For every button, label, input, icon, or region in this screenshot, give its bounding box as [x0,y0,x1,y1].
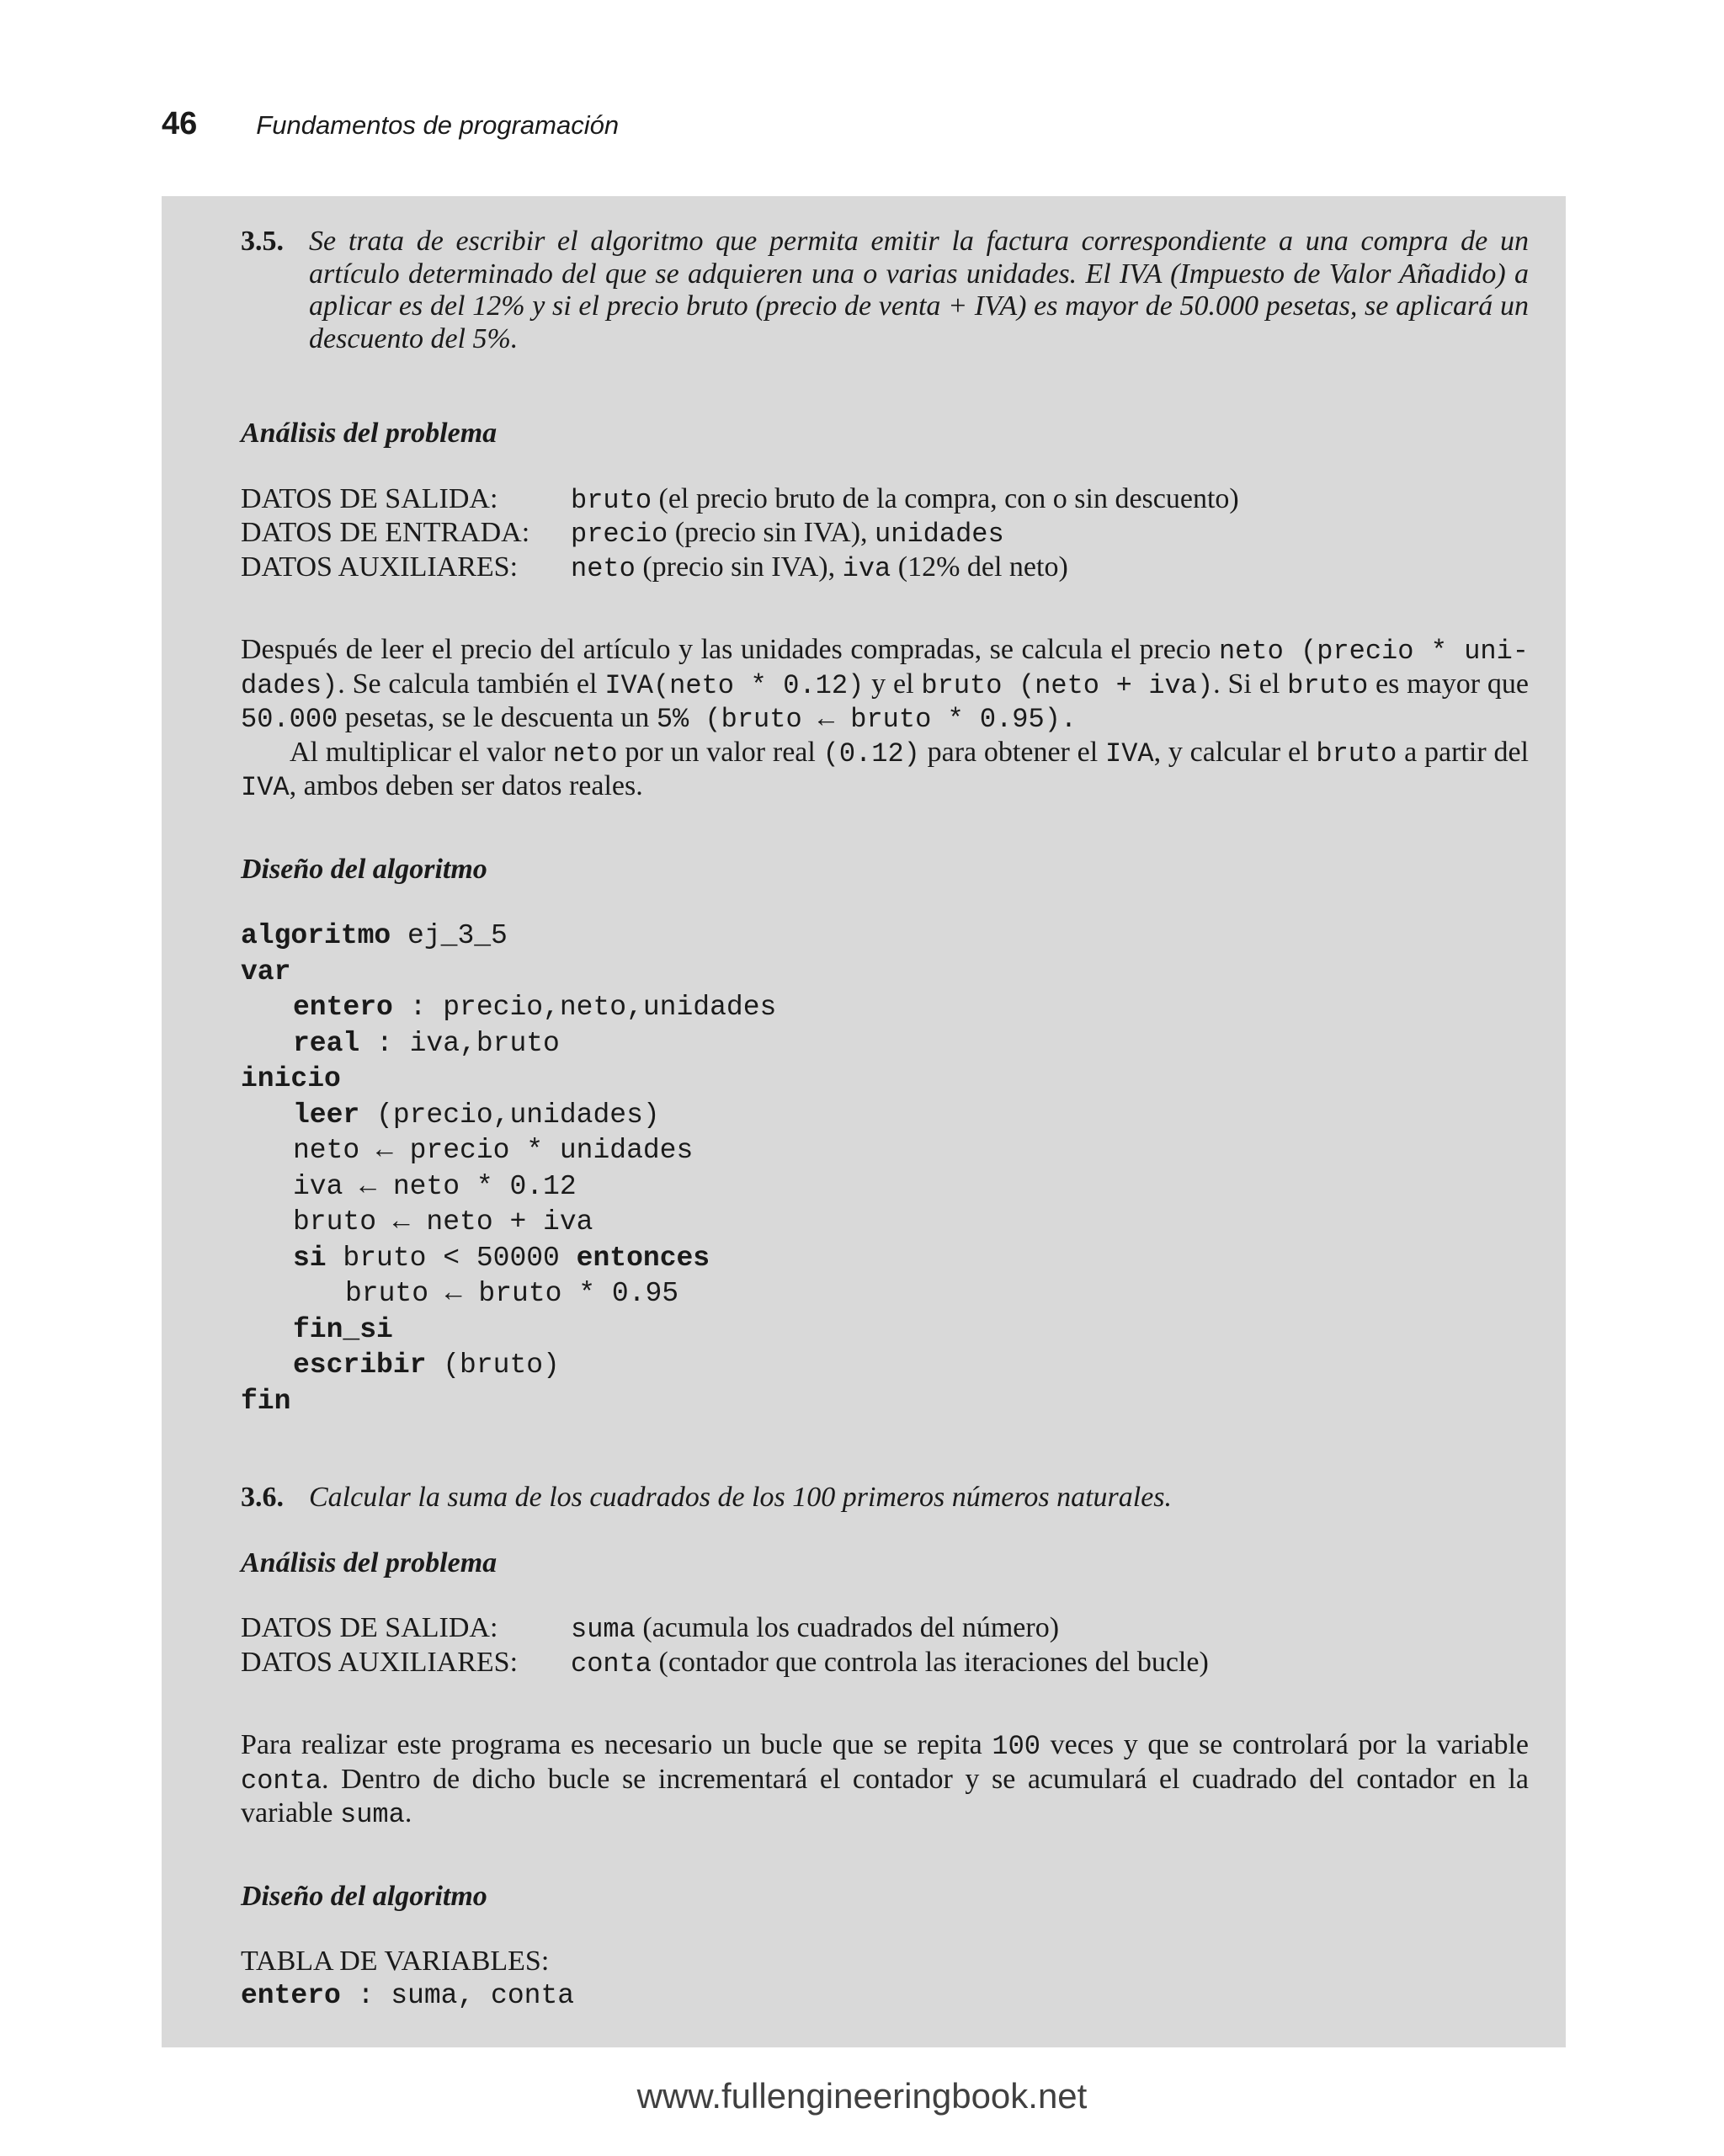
exercise-text: Se trata de escribir el algoritmo que permita emitir la factura correspondiente a una compra de un artículo determinado del que se adquieren una o varias unidades. El IVA (Impuesto de Valor Añadido) a aplicar es del 12% y si el precio bruto (precio de venta + IVA) es mayor de 50.000 pesetas, se aplicará un descuento del 5%. [309,226,1529,354]
code-line [241,1978,1529,2015]
variable-description: (acumula los cuadrados del número) [635,1612,1060,1643]
variable-name: precio [571,519,668,550]
code-line [241,1026,1529,1062]
page-number: 46 [162,106,198,141]
code-keyword: fin_si [293,1313,393,1345]
code-keyword: var [241,956,291,988]
code-line [241,1205,1529,1241]
variable-name: iva [842,552,891,584]
inline-code: bruto (neto + iva) [921,669,1214,701]
code-text: : precio,neto,unidades [392,992,777,1023]
code-text: iva ← neto * 0.12 [293,1170,577,1202]
design-heading: Diseño del algoritmo [241,1880,487,1912]
code-line [241,1169,1529,1206]
data-table [241,483,1529,586]
variable-name: unidades [875,519,1004,550]
variable-description: (contador que controla las iteraciones del bucle) [652,1646,1209,1678]
code-line [241,1062,1529,1098]
code-line [241,1384,1529,1420]
data-label: DATOS AUXILIARES: [241,1646,519,1678]
inline-code: IVA(neto * 0.12) [604,669,865,701]
text-fragment: y el [864,668,922,700]
data-label: DATOS AUXILIARES: [241,551,519,583]
inline-code: neto (precio * uni-dades) [241,636,1530,701]
text-fragment: . Dentro de dicho bucle se incrementará el contador y se acumulará el cuadrado del contador en la variable [241,1763,1529,1829]
code-text: : iva,bruto [359,1027,560,1059]
variable-name: suma [571,1614,636,1645]
text-fragment: a partir del [1397,736,1529,768]
text-fragment: , ambos deben ser datos reales. [289,770,643,801]
code-keyword: algoritmo [241,920,391,951]
code-text: bruto < 50000 [326,1242,577,1274]
exercise-3-6-statement [241,1482,1529,1515]
code-line [241,990,1529,1026]
code-line [241,1241,1529,1277]
text-fragment: . [404,1797,412,1829]
inline-code: IVA [241,772,290,803]
code-line [241,1098,1529,1134]
code-keyword: inicio [241,1063,341,1094]
exercise-3-5-statement [241,226,1529,355]
text-fragment: es mayor que [1368,668,1529,700]
text-fragment: Al multiplicar el valor [290,736,553,768]
code-keyword: leer [293,1099,360,1131]
text-fragment: , y calcular el [1153,736,1317,768]
page-content [241,226,1529,2014]
data-description [571,551,1529,586]
text-fragment: para obtener el [919,736,1105,768]
explanation-paragraph [241,1729,1529,1832]
code-keyword: entero [293,992,393,1023]
variable-description: (precio sin IVA), [668,517,875,548]
code-keyword: escribir [293,1349,427,1381]
inline-code: conta [241,1765,322,1797]
variables-declaration [241,1978,1529,2015]
design-heading: Diseño del algoritmo [241,853,487,885]
code-text: : suma, conta [340,1979,575,2011]
code-line [241,918,1529,955]
code-text: neto ← precio * unidades [293,1135,694,1166]
inline-code: (0.12) [822,737,920,769]
page-header [162,106,619,157]
data-description [571,517,1529,551]
text-fragment: . Se calcula también el [338,668,605,700]
data-description [571,1612,1529,1647]
variable-name: bruto [571,484,652,516]
code-line [241,1348,1529,1384]
code-keyword: fin [241,1385,291,1417]
inline-code: IVA [1104,737,1154,769]
variable-name: neto [571,552,636,584]
data-label: DATOS DE ENTRADA: [241,517,530,548]
exercise-text: Calcular la suma de los cuadrados de los 100 primeros números naturales. [309,1482,1173,1513]
variables-table-label: TABLA DE VARIABLES: [241,1946,550,1977]
code-text: bruto ← bruto * 0.95 [345,1278,679,1309]
code-keyword: si [293,1242,327,1274]
inline-code: 50.000 [241,704,338,735]
algorithm-code [241,918,1529,1419]
code-keyword: entonces [576,1242,710,1274]
analysis-heading: Análisis del problema [241,418,498,449]
text-fragment: veces y que se controlará por la variable [1040,1729,1529,1760]
code-line [241,1276,1529,1312]
analysis-heading: Análisis del problema [241,1546,498,1578]
code-line [241,1133,1529,1169]
variable-description: (precio sin IVA), [635,551,843,583]
code-text: (bruto) [426,1349,560,1381]
inline-code: 100 [992,1731,1040,1762]
variable-name: conta [571,1648,652,1680]
inline-code: suma [340,1799,405,1830]
explanation-paragraph [241,737,1529,805]
text-fragment: Para realizar este programa es necesario un bucle que se repita [241,1729,992,1760]
code-line [241,1312,1529,1349]
inline-code: 5% (bruto ← bruto * 0.95). [656,704,1078,735]
data-label: DATOS DE SALIDA: [241,482,498,514]
variable-description: (el precio bruto de la compra, con o sin descuento) [652,482,1239,514]
data-description [571,1647,1529,1681]
inline-code: bruto [1316,737,1397,769]
code-line [241,955,1529,991]
data-label: DATOS DE SALIDA: [241,1612,498,1643]
variable-description: (12% del neto) [891,551,1068,583]
footer-url: www.fullengineeringbook.net [636,2076,1088,2116]
code-keyword: real [293,1027,360,1059]
code-text: ej_3_5 [391,920,508,951]
code-text: bruto ← neto + iva [293,1206,593,1238]
text-fragment: . Si el [1213,668,1288,700]
exercise-number: 3.5. [241,226,284,257]
inline-code: bruto [1287,669,1369,701]
exercise-number: 3.6. [241,1482,284,1513]
data-description [571,483,1529,518]
code-keyword: entero [241,1979,341,2011]
inline-code: neto [552,737,618,769]
code-text: (precio,unidades) [359,1099,660,1131]
explanation-paragraph [241,634,1529,737]
text-fragment: pesetas, se le descuenta un [338,702,657,733]
running-title: Fundamentos de programación [256,110,620,140]
text-fragment: por un valor real [617,736,823,768]
text-fragment: Después de leer el precio del artículo y las unidades compradas, se calcula el precio [241,634,1219,665]
data-table [241,1612,1529,1680]
